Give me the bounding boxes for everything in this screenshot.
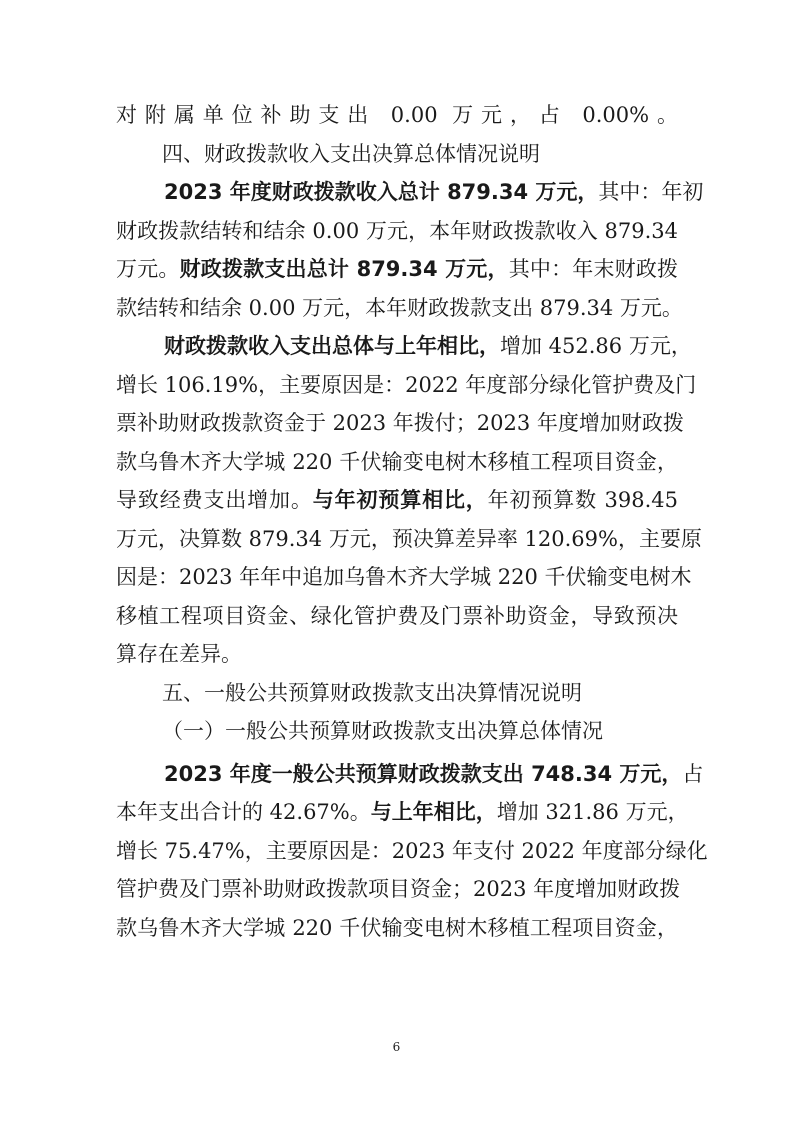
text-segment: 增加 321.86 万元，	[496, 800, 689, 824]
paragraph-line	[116, 793, 689, 832]
bold-lead-text: 2023 年度财政拨款收入总计 879.34 万元，	[164, 180, 599, 204]
paragraph-line	[116, 481, 678, 520]
paragraph-line	[116, 289, 683, 328]
bold-lead-text: 财政拨款支出总计 879.34 万元，	[179, 257, 509, 281]
text-segment: 导致经费支出增加。	[116, 488, 313, 512]
text-segment: 增加 452.86 万元，	[500, 334, 692, 358]
text-segment: 万元。	[116, 257, 180, 281]
text-segment: 其中：年末财政拨	[508, 257, 679, 281]
text-segment: 年初预算数 398.45	[487, 488, 679, 512]
paragraph-line	[116, 250, 678, 289]
text-segment: 款乌鲁木齐大学城 220 千伏输变电树木移植工程项目资金，	[116, 449, 678, 474]
text-segment: 增长 106.19%，主要原因是：2022 年度部分绿化管护费及门	[116, 372, 697, 397]
bold-lead-text: 与上年相比，	[370, 800, 497, 824]
section-heading-5	[116, 674, 678, 713]
text-segment: 款结转和结余 0.00 万元，本年财政拨款支出 879.34 万元。	[116, 295, 683, 320]
text-segment: 票补助财政拨款资金于 2023 年拨付；2023 年度增加财政拨	[116, 411, 684, 435]
paragraph-line	[116, 212, 678, 251]
bold-lead-text: 财政拨款收入支出总体与上年相比，	[164, 334, 500, 358]
paragraph-line	[116, 832, 708, 871]
text-line-1	[116, 96, 678, 135]
paragraph-line	[116, 404, 684, 443]
paragraph-line	[116, 366, 697, 405]
text-segment: 其中：年初	[598, 180, 704, 204]
bold-lead-text: 与年初预算相比，	[312, 488, 488, 512]
text-segment: 对附属单位补助支出 0.00 万元，占 0.00%。	[116, 103, 678, 127]
paragraph-line	[116, 327, 692, 366]
paragraph-line	[116, 909, 678, 948]
paragraph-line	[116, 870, 681, 909]
text-segment: 本年支出合计的 42.67%。	[116, 800, 371, 824]
heading-text: 四、财政拨款收入支出决算总体情况说明	[162, 141, 540, 166]
text-segment: 算存在差异。	[116, 642, 242, 666]
document-body	[116, 96, 708, 947]
bold-lead-text: 2023 年度一般公共预算财政拨款支出 748.34 万元，	[164, 761, 683, 786]
heading-text: 五、一般公共预算财政拨款支出决算情况说明	[162, 680, 582, 705]
paragraph-line	[116, 443, 678, 482]
paragraph-line	[116, 558, 692, 597]
paragraph-line	[116, 520, 702, 559]
subsection-heading-1	[116, 712, 678, 751]
text-segment: 财政拨款结转和结余 0.00 万元，本年财政拨款收入 879.34	[116, 218, 678, 243]
text-segment: 款乌鲁木齐大学城 220 千伏输变电树木移植工程项目资金，	[116, 915, 678, 940]
heading-text: （一）一般公共预算财政拨款支出决算总体情况	[162, 719, 603, 743]
text-segment: 移植工程项目资金、绿化管护费及门票补助资金，导致预决	[116, 603, 678, 628]
paragraph-line	[116, 755, 704, 794]
text-segment: 因是：2023 年年中追加乌鲁木齐大学城 220 千伏输变电树木	[116, 565, 692, 589]
paragraph-line	[116, 635, 678, 674]
section-heading-4	[116, 135, 678, 174]
page-number: 6	[392, 1040, 401, 1054]
text-segment: 万元，决算数 879.34 万元，预决算差异率 120.69%，主要原	[116, 526, 702, 551]
text-segment: 增长 75.47%，主要原因是：2023 年支付 2022 年度部分绿化	[116, 838, 708, 863]
paragraph-line	[116, 173, 704, 212]
text-segment: 管护费及门票补助财政拨款项目资金；2023 年度增加财政拨	[116, 877, 681, 901]
text-segment: 占	[682, 761, 704, 786]
paragraph-line	[116, 597, 678, 636]
